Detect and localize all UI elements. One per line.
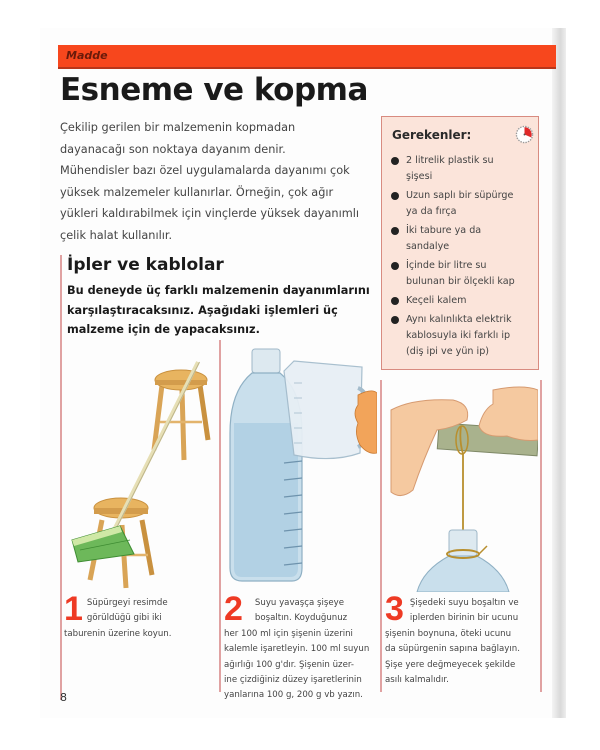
step-2 — [224, 590, 378, 704]
section-intro — [67, 281, 372, 340]
step-line: da süpürgenin sapına bağlayın. — [385, 644, 520, 655]
step-line: iplerden birinin bir ucunu — [409, 613, 519, 624]
section-heading: İpler ve kablolar — [67, 255, 224, 275]
page-curl-shadow — [552, 28, 566, 718]
step-line: Süpürgeyi resimde — [86, 598, 168, 608]
step-line: her 100 ml için şişenin üzerini — [224, 628, 353, 639]
step-line: Şişe yere değmeyecek şekilde — [385, 659, 516, 670]
section-band — [58, 45, 556, 69]
column-rule — [219, 340, 221, 692]
section-line: Bu deneyde üç farklı malzemenin dayanımlarını — [67, 284, 370, 297]
requirements-box — [381, 116, 539, 370]
stool-back — [154, 370, 208, 460]
step-line: Suyu yavaşça şişeye — [254, 598, 344, 608]
bullet-icon — [391, 227, 399, 235]
band-label: Madde — [66, 49, 108, 62]
step-line: yanlarına 100 g, 200 g vb yazın. — [224, 690, 363, 701]
step-3 — [385, 590, 539, 688]
intro-line: Mühendisler bazı özel uygulamalarda dayanımı çok — [60, 164, 350, 178]
intro-line: çelik halat kullanılır. — [60, 228, 173, 242]
step-number: 2 — [224, 590, 243, 628]
bullet-icon — [391, 157, 399, 165]
requirement-item: İki tabure ya da sandalye — [390, 223, 535, 255]
requirement-item: Keçeli kalem — [390, 293, 535, 309]
requirements-list — [390, 153, 535, 363]
requirement-item: 2 litrelik plastik su şişesi — [390, 153, 535, 185]
step-line: görüldüğü gibi iki — [86, 613, 162, 624]
step-line: ağırlığı 100 g'dır. Şişenin üzer- — [224, 659, 354, 670]
step-line: şişenin boynuna, öteki ucunu — [385, 628, 512, 639]
bullet-icon — [391, 262, 399, 270]
step-number: 1 — [64, 590, 83, 628]
requirement-item: İçinde bir litre su bulunan bir ölçekli kap — [390, 258, 535, 290]
step-1 — [64, 590, 214, 642]
intro-line: Çekilip gerilen bir malzemenin kopmadan — [60, 121, 296, 134]
intro-paragraph — [60, 117, 370, 247]
requirement-item: Aynı kalınlıkta elektrik kablosuyla iki farklı ip (diş ipi ve yün ip) — [390, 312, 535, 360]
column-rule — [380, 380, 382, 692]
step-line: boşaltın. Koyduğunuz — [254, 613, 348, 624]
step-line: Şişedeki suyu boşaltın ve — [409, 598, 519, 608]
step-line: asılı kalmalıdır. — [385, 675, 449, 686]
illustration-tying-string — [383, 380, 538, 592]
step-number: 3 — [385, 590, 404, 628]
page-title: Esneme ve kopma — [60, 72, 368, 108]
step-line: ine çizdiğiniz düzey işaretlerinin — [224, 675, 362, 686]
intro-line: yükleri kaldırabilmek için vinçlerde yüksek dayanımlı — [60, 207, 359, 221]
page-number: 8 — [60, 691, 67, 704]
section-line: malzeme için de yapacaksınız. — [67, 323, 260, 336]
intro-line: yüksek malzemeler kullanırlar. Örneğin, çok ağır — [60, 185, 334, 199]
column-rule — [540, 380, 542, 692]
step-line: taburenin üzerine koyun. — [64, 628, 172, 639]
requirement-item: Uzun saplı bir süpürge ya da fırça — [390, 188, 535, 220]
intro-line: dayanacağı son noktaya dayanım denir. — [60, 142, 286, 156]
illustration-broom-on-stools — [62, 340, 217, 590]
bullet-icon — [391, 316, 399, 324]
step-line: kalemle işaretleyin. 100 ml suyun — [224, 644, 370, 655]
requirements-title: Gerekenler: — [392, 128, 472, 142]
section-line: karşılaştıracaksınız. Aşağıdaki işlemleri üç — [67, 303, 338, 317]
clock-timer-icon — [515, 125, 534, 144]
bullet-icon — [391, 297, 399, 305]
illustration-pouring-water — [222, 343, 377, 588]
bullet-icon — [391, 192, 399, 200]
